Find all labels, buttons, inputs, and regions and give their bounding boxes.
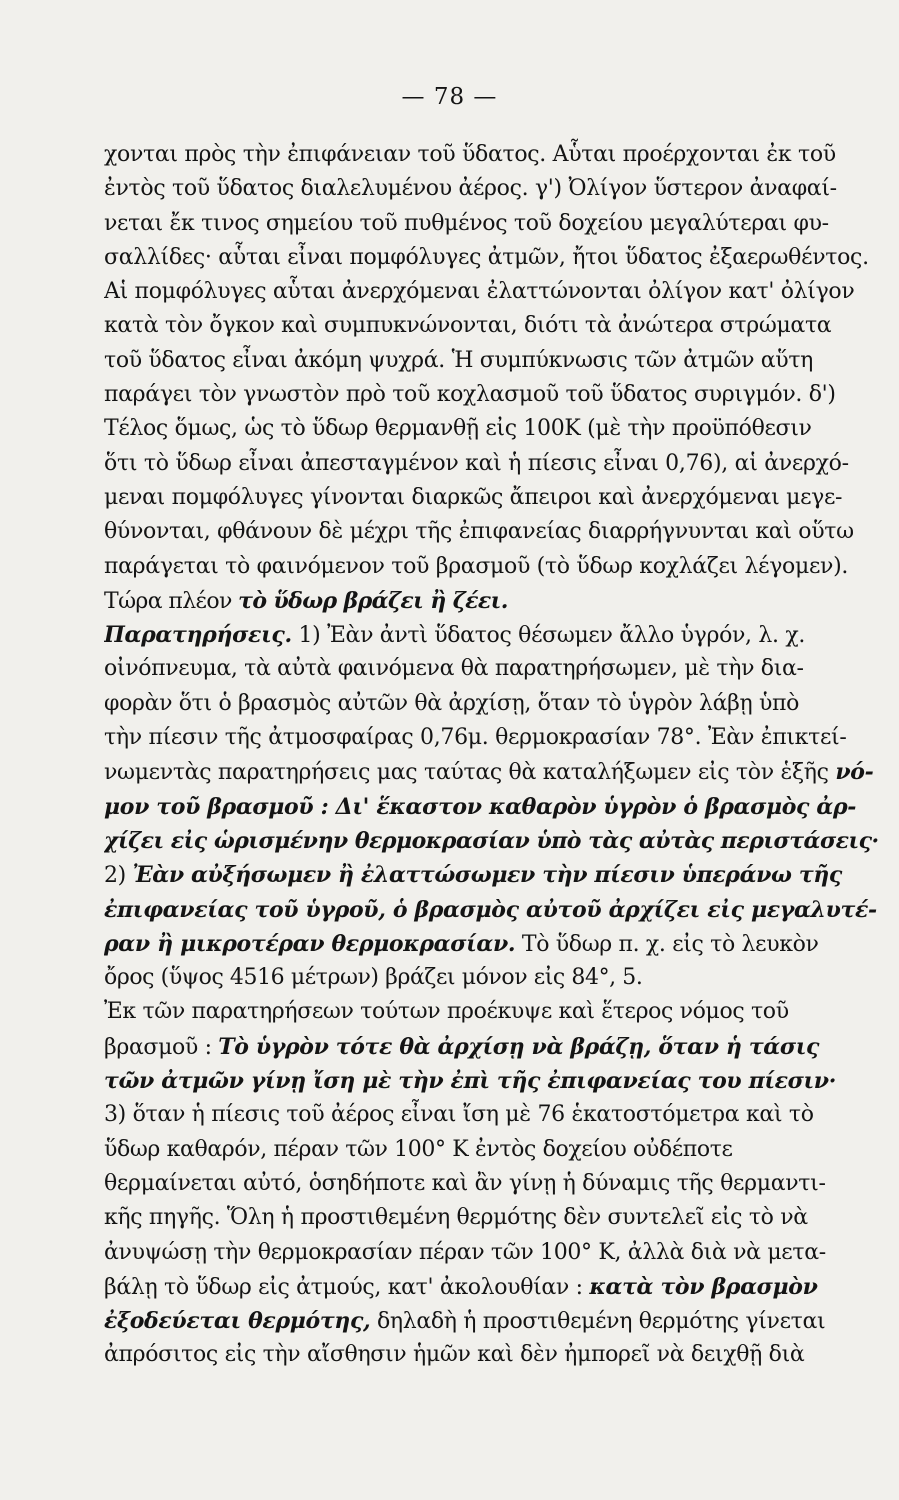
text-line (104, 1338, 899, 1372)
emphasized-text: τὸ ὕδωρ βράζει ἢ ζέει. (238, 587, 508, 614)
text-line (104, 721, 899, 755)
text-run: Τέλος ὅμως, ὡς τὸ ὕδωρ θερμανθῇ εἰς 100Κ (μὲ τὴν προϋπόθεσιν (104, 416, 812, 442)
text-line (104, 687, 899, 721)
text-line (104, 1133, 899, 1167)
text-line (104, 412, 899, 446)
text-run: θύνονται, φθάνουν δὲ μέχρι τῆς ἐπιφανείας διαρρήγνυνται καὶ οὕτω (104, 519, 854, 545)
text-line (104, 172, 899, 206)
text-run: δηλαδὴ ἡ προστιθεμένη θερμότης γίνεται (370, 1309, 826, 1335)
text-run: σαλλίδες· αὗται εἶναι πομφόλυγες ἀτμῶν, ἤτοι ὕδατος ἐξαερωθέντος. (104, 244, 869, 270)
text-line (104, 378, 899, 412)
text-run: Αἱ πομφόλυγες αὗται ἀνερχόμεναι ἐλαττώνονται ὀλίγον κατ' ὀλίγον (104, 279, 855, 305)
text-line (104, 207, 899, 241)
text-run: παράγεται τὸ φαινόμενον τοῦ βρασμοῦ (τὸ ὕδωρ κοχλάζει λέγομεν). (104, 553, 849, 579)
text-run: παράγει τὸν γνωστὸν πρὸ τοῦ κοχλασμοῦ τοῦ ὕδατος συριγμόν. δ') (104, 382, 836, 408)
text-run: βάλῃ τὸ ὕδωρ εἰς ἀτμούς, κατ' ἀκολουθίαν : (104, 1274, 590, 1300)
text-run: 3) ὅταν ἡ πίεσις τοῦ ἀέρος εἶναι ἴση μὲ 76 ἑκατοστόμετρα καὶ τὸ (104, 1102, 814, 1128)
text-line (104, 893, 899, 927)
text-run: νεται ἔκ τινος σημείου τοῦ πυθμένος τοῦ δοχείου μεγαλύτεραι φυ- (104, 210, 829, 236)
text-run: ἀπρόσιτος εἰς τὴν αἴσθησιν ἡμῶν καὶ δὲν ἠμπορεῖ νὰ δειχθῇ διὰ (104, 1342, 805, 1368)
text-line (104, 138, 899, 172)
text-run: 1) Ἐὰν ἀντὶ ὕδατος θέσωμεν ἄλλο ὑγρόν, λ. χ. (291, 623, 806, 649)
text-run: νωμεντὰς παρατηρήσεις μας ταύτας θὰ καταλήξωμεν εἰς τὸν ἑξῆς (104, 760, 836, 786)
text-run: ὅτι τὸ ὕδωρ εἶναι ἀπεσταγμένον καὶ ἡ πίεσις εἶναι 0,76), αἱ ἀνερχό- (104, 450, 849, 476)
text-run: κῆς πηγῆς. Ὅλη ἡ προστιθεμένη θερμότης δὲν συντελεῖ εἰς τὸ νὰ (104, 1205, 808, 1231)
text-line (104, 618, 899, 652)
text-run: Ἐκ τῶν παρατηρήσεων τούτων προέκυψε καὶ ἕτερος νόμος τοῦ (104, 999, 789, 1025)
text-run: φορὰν ὅτι ὁ βρασμὸς αὐτῶν θὰ ἀρχίσῃ, ὅταν τὸ ὑγρὸν λάβῃ ὑπὸ (104, 690, 800, 716)
text-run: μεναι πομφόλυγες γίνονται διαρκῶς ἄπειροι καὶ ἀνερχόμεναι μεγε- (104, 484, 843, 510)
text-line (104, 995, 899, 1029)
text-run: 2) (104, 863, 133, 889)
emphasized-text: Ἐὰν αὐξήσωμεν ἢ ἐλαττώσωμεν τὴν πίεσιν ὑπεράνω τῆς (132, 862, 842, 889)
text-run: Τὸ ὕδωρ π. χ. εἰς τὸ λευκὸν (515, 931, 819, 957)
text-line (104, 824, 899, 858)
text-run: οἰνόπνευμα, τὰ αὐτὰ φαινόμενα θὰ παρατηρήσωμεν, μὲ τὴν δια- (104, 656, 804, 682)
emphasized-text: Τὸ ὑγρὸν τότε θὰ ἀρχίσῃ νὰ βράζῃ, ὅταν ἡ τάσις (218, 1033, 820, 1060)
text-run: ὕδωρ καθαρόν, πέραν τῶν 100° Κ ἐντὸς δοχείου οὐδέποτε (104, 1136, 733, 1162)
text-line (104, 790, 899, 824)
emphasized-text: ἐπιφανείας τοῦ ὑγροῦ, ὁ βρασμὸς αὐτοῦ ἀρχίζει εἰς μεγαλυτέ- (104, 896, 877, 923)
text-line (104, 481, 899, 515)
text-run: χονται πρὸς τὴν ἐπιφάνειαν τοῦ ὕδατος. Αὗται προέρχονται ἐκ τοῦ (104, 142, 836, 167)
text-line (104, 858, 899, 892)
emphasized-text: ἐξοδεύεται θερμότης, (104, 1308, 371, 1335)
text-run: Τώρα πλέον (104, 588, 239, 614)
emphasized-text: τῶν ἀτμῶν γίνῃ ἴση μὲ τὴν ἐπὶ τῆς ἐπιφανείας του πίεσιν· (104, 1068, 837, 1095)
text-line (104, 447, 899, 481)
text-line (104, 309, 899, 343)
text-run: τὴν πίεσιν τῆς ἀτμοσφαίρας 0,76μ. θερμοκρασίαν 78°. Ἐὰν ἐπικτεί- (104, 725, 847, 751)
text-line (104, 1064, 899, 1098)
text-line (104, 515, 899, 549)
text-run: θερμαίνεται αὐτό, ὁσηδήποτε καὶ ἂν γίνῃ ἡ δύναμις τῆς θερμαντι- (104, 1170, 826, 1196)
body-text (104, 138, 899, 1373)
text-line (104, 1270, 899, 1304)
text-line (104, 584, 899, 618)
text-line (104, 927, 899, 961)
text-run: κατὰ τὸν ὄγκον καὶ συμπυκνώνονται, διότι τὰ ἀνώτερα στρώματα (104, 313, 832, 339)
text-line (104, 1236, 899, 1270)
text-run: ὄρος (ὕψος 4516 μέτρων) βράζει μόνον εἰς 84°, 5. (104, 965, 643, 991)
text-line (104, 1167, 899, 1201)
emphasized-text: μον τοῦ βρασμοῦ : Δι' ἕκαστον καθαρὸν ὑγρὸν ὁ βρασμὸς ἀρ- (104, 793, 857, 820)
text-line (104, 961, 899, 995)
text-line (104, 1098, 899, 1132)
text-run: ἐντὸς τοῦ ὕδατος διαλελυμένου ἀέρος. γ') Ὀλίγον ὕστερον ἀναφαί- (104, 176, 837, 202)
emphasized-text: νό- (835, 759, 874, 786)
emphasized-text: Παρατηρήσεις. (104, 622, 292, 649)
text-line (104, 550, 899, 584)
text-run: τοῦ ὕδατος εἶναι ἀκόμη ψυχρά. Ἡ συμπύκνωσις τῶν ἀτμῶν αὕτη (104, 347, 813, 373)
page-number: — 78 — (401, 84, 498, 110)
emphasized-text: χίζει εἰς ὡρισμένην θερμοκρασίαν ὑπὸ τὰς αὐτὰς περιστάσεις· (104, 827, 879, 854)
emphasized-text: ραν ἢ μικροτέραν θερμοκρασίαν. (104, 930, 516, 957)
text-run: ἀνυψώσῃ τὴν θερμοκρασίαν πέραν τῶν 100° Κ, ἀλλὰ διὰ νὰ μετα- (104, 1239, 826, 1265)
text-line (104, 275, 899, 309)
emphasized-text: κατὰ τὸν βρασμὸν (589, 1273, 818, 1300)
text-line (104, 652, 899, 686)
text-line (104, 1201, 899, 1235)
text-run: βρασμοῦ : (104, 1034, 219, 1060)
text-line (104, 344, 899, 378)
text-line (104, 1030, 899, 1064)
text-line (104, 1304, 899, 1338)
text-line (104, 241, 899, 275)
text-line (104, 755, 899, 789)
